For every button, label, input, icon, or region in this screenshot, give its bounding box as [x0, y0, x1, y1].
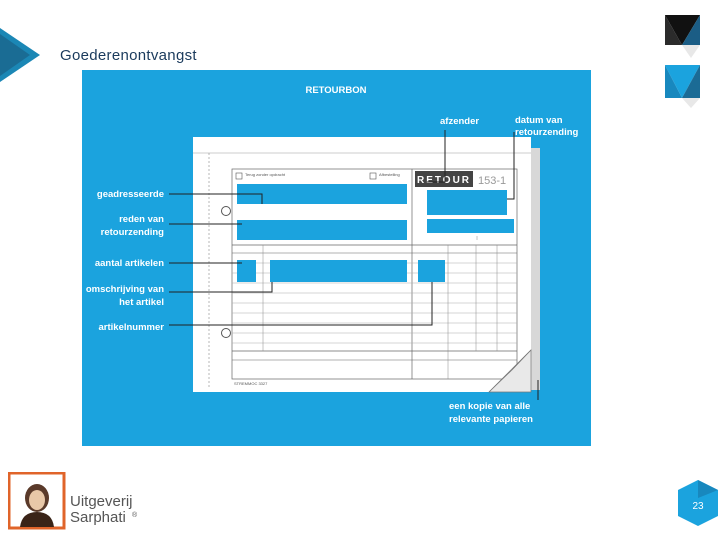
label-reden-line1: reden van [119, 214, 164, 225]
retourbon-figure [82, 70, 591, 446]
label-geadresseerde: geadresseerde [96, 189, 164, 200]
label-artikelnummer: artikelnummer [98, 322, 164, 333]
label-afzender: afzender [440, 116, 480, 127]
footer-code: STREMMOC 3327 [234, 381, 268, 386]
slide-title: Goederenontvangst [60, 47, 197, 64]
corner-decoration [660, 10, 710, 110]
afzender-field [427, 190, 507, 215]
label-datum-line1: datum van [515, 115, 563, 126]
punch-hole-top [222, 207, 231, 216]
datum-field [427, 219, 514, 233]
label-omschrijving-line2: het artikel [119, 297, 164, 308]
svg-text:Terug zonder opdracht: Terug zonder opdracht [245, 172, 286, 177]
artikelnummer-field [418, 260, 445, 282]
label-kopie-line2: relevante papieren [449, 414, 533, 425]
retour-stamp-text: RETOUR [416, 175, 472, 186]
label-kopie-line1: een kopie van alle [449, 401, 531, 412]
publisher-registered-mark: ® [132, 512, 138, 519]
publisher-name-line2: Sarphati [70, 509, 126, 526]
form-number: 153-1 [478, 175, 507, 187]
reden-field [237, 220, 407, 240]
label-omschrijving-line1: omschrijving van [85, 284, 164, 295]
figure-heading: RETOURBON [305, 85, 367, 96]
label-reden-line2: retourzending [100, 227, 164, 238]
page-number: 23 [692, 501, 704, 512]
publisher-name-line1: Uitgeverij [70, 493, 133, 510]
omschrijving-field [270, 260, 407, 282]
publisher-logo-icon [8, 472, 66, 530]
label-aantal: aantal artikelen [94, 258, 164, 269]
svg-text:Afbestelling: Afbestelling [379, 172, 400, 177]
label-datum-line2: retourzending [515, 127, 579, 138]
punch-hole-bottom [222, 329, 231, 338]
nav-arrow-decoration [0, 28, 42, 82]
